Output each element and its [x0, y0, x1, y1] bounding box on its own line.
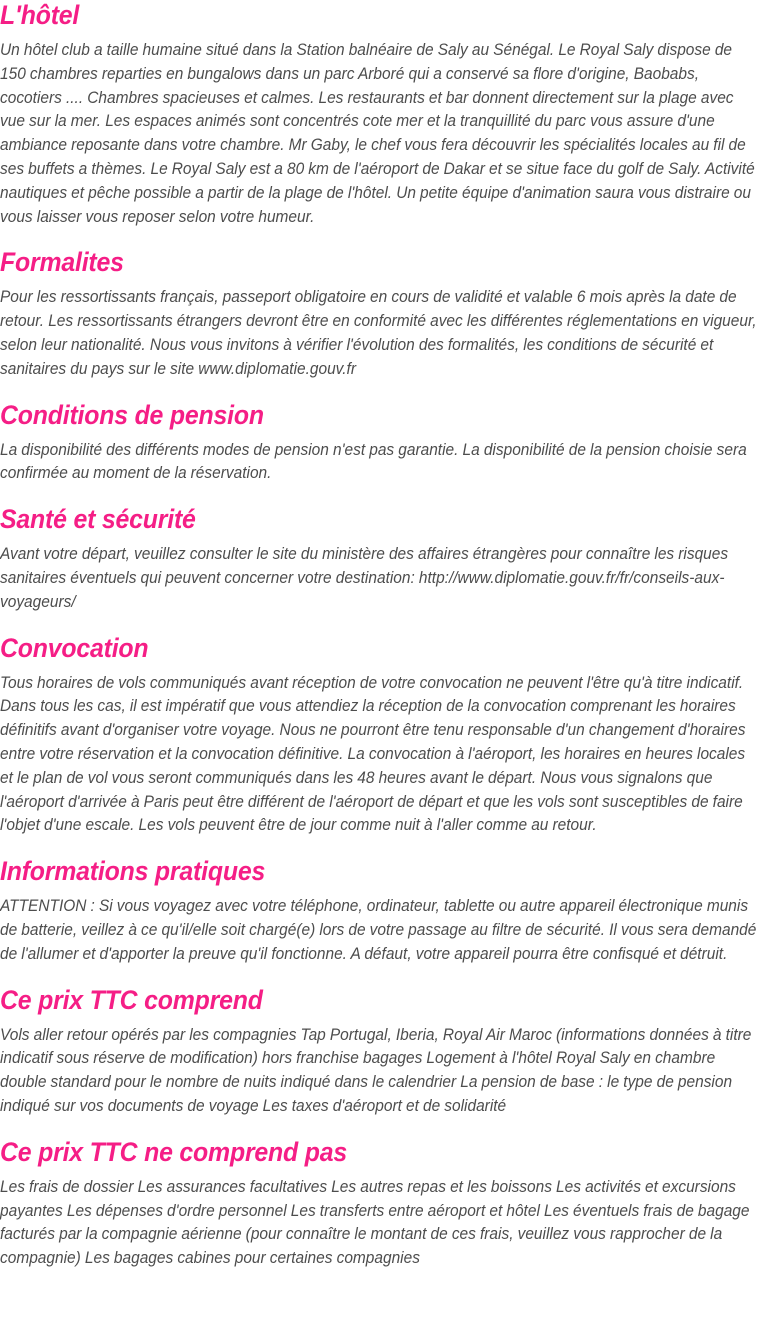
section-body-sante-et-securite: Avant votre départ, veuillez consulter le site du ministère des affaires étrangères pour connaître les risques sanitaires éventuels qui peuvent concerner votre destination: http://www.diplomatie.gouv.fr/fr/conseils-aux-voyageurs/	[0, 545, 729, 611]
section-ce-prix-ttc-ne-comprend-pas	[0, 1137, 758, 1271]
section-body-convocation: Tous horaires de vols communiqués avant réception de votre convocation ne peuvent l'être qu'à titre indicatif. Dans tous les cas, il est impératif que vous attendiez la réception de la convocation comprenant les horaires définitifs avant d'organiser votre voyage. Nous ne pourront être tenu responsable d'un changement d'horaires entre votre réservation et la convocation définitive. La convocation à l'aéroport, les horaires en heures locales et le plan de vol vous seront communiqués dans les 48 heures avant le départ. Nous vous signalons que l'aéroport d'arrivée à Paris peut être différent de l'aéroport de départ et que les vols sont susceptibles de faire l'objet d'une escale. Les vols peuvent être de jour comme nuit à l'aller comme au retour.	[0, 673, 746, 835]
section-heading-ce-prix-ttc-comprend: Ce prix TTC comprend	[0, 984, 263, 1015]
section-body-conditions-de-pension: La disponibilité des différents modes de pension n'est pas garantie. La disponibilité de la pension choisie sera confirmée au moment de la réservation.	[0, 440, 747, 483]
section-body-informations-pratiques: ATTENTION : Si vous voyagez avec votre téléphone, ordinateur, tablette ou autre appareil électronique munis de batterie, veillez à ce qu'il/elle soit chargé(e) lors de votre passage au filtre de sécurité. Il vous sera demandé de l'allumer et d'apporter la preuve qu'il fonctionne. A défaut, votre appareil pourra être confisqué et détruit.	[0, 897, 757, 963]
section-sante-et-securite	[0, 504, 758, 614]
section-convocation	[0, 633, 758, 839]
section-heading-hotel: L'hôtel	[0, 0, 80, 30]
section-body-hotel: Un hôtel club a taille humaine situé dans la Station balnéaire de Saly au Sénégal. Le Royal Saly dispose de 150 chambres reparties en bungalows dans un parc Arboré qui a conservé sa flore d'origine, Baobabs, cocotiers .... Chambres spacieuses et calmes. Les restaurants et bar donnent directement sur la plage avec vue sur la mer. Les espaces animés sont concentrés cote mer et la tranquillité du parc vous assure d'une ambiance reposante dans votre chambre. Mr Gaby, le chef vous fera découvrir les spécialités locales au fil de ses buffets a thèmes. Le Royal Saly est a 80 km de l'aéroport de Dakar et se situe face du golf de Saly. Activité nautiques et pêche possible a partir de la plage de l'hôtel. Un petite équipe d'animation saura vous distraire ou vous laisser vous reposer selon votre humeur.	[0, 41, 755, 226]
section-body-ce-prix-ttc-ne-comprend-pas: Les frais de dossier Les assurances facultatives Les autres repas et les boissons Les activités et excursions payantes Les dépenses d'ordre personnel Les transferts entre aéroport et hôtel Les éventuels frais de bagage facturés par la compagnie aérienne (pour connaître le montant de ces frais, veuillez vous rapprocher de la compagnie) Les bagages cabines pour certaines compagnies	[0, 1177, 750, 1268]
section-body-ce-prix-ttc-comprend: Vols aller retour opérés par les compagnies Tap Portugal, Iberia, Royal Air Maroc (informations données à titre indicatif sous réserve de modification) hors franchise bagages Logement à l'hôtel Royal Saly en chambre double standard pour le nombre de nuits indiqué dans le calendrier La pension de base : le type de pension indiqué sur vos documents de voyage Les taxes d'aéroport et de solidarité	[0, 1025, 752, 1115]
section-conditions-de-pension	[0, 400, 758, 487]
section-formalites	[0, 247, 758, 381]
section-heading-conditions-de-pension: Conditions de pension	[0, 399, 264, 430]
section-heading-informations-pratiques: Informations pratiques	[0, 856, 266, 887]
section-body-formalites: Pour les ressortissants français, passeport obligatoire en cours de validité et valable 6 mois après la date de retour. Les ressortissants étrangers devront être en conformité avec les différentes réglementations en vigueur, selon leur nationalité. Nous vous invitons à vérifier l'évolution des formalités, les conditions de sécurité et sanitaires du pays sur le site www.diplomatie.gouv.fr	[0, 288, 757, 378]
section-hotel	[0, 0, 758, 229]
section-heading-ce-prix-ttc-ne-comprend-pas: Ce prix TTC ne comprend pas	[0, 1136, 348, 1167]
section-heading-sante-et-securite: Santé et sécurité	[0, 504, 196, 535]
section-heading-convocation: Convocation	[0, 632, 149, 663]
section-informations-pratiques	[0, 856, 758, 966]
section-ce-prix-ttc-comprend	[0, 985, 758, 1119]
section-heading-formalites: Formalites	[0, 247, 124, 278]
